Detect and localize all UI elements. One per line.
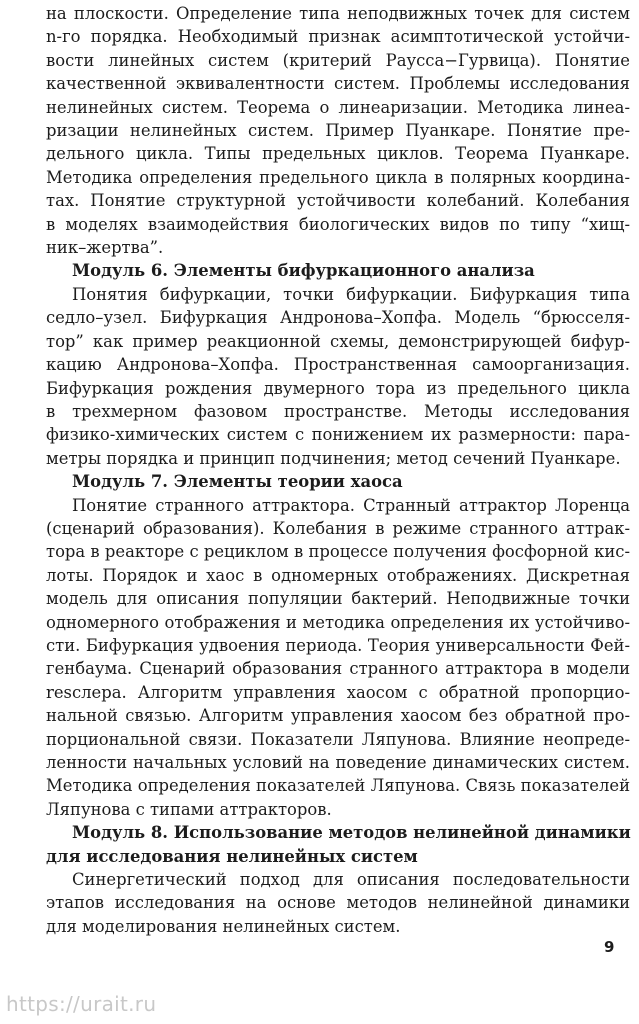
- text-line: сти. Бифуркация удвоения периода. Теория универсальности Фей-: [46, 635, 630, 655]
- text-line: в моделях взаимодействия биологических видов по типу “хищ-: [46, 214, 630, 234]
- text-line: тор” как пример реакционной схемы, демонстрирующей бифур-: [46, 331, 630, 351]
- text-line: дельного цикла. Типы предельных циклов. Теорема Пуанкаре.: [46, 144, 630, 164]
- text-line: седло–узел. Бифуркация Андронова–Хопфа. Модель “брюсселя-: [46, 308, 630, 328]
- text-line: тора в реакторе с рециклом в процессе получения фосфорной кис-: [46, 542, 630, 562]
- text-line: ник–жертва”.: [46, 238, 164, 258]
- section-heading: [46, 470, 630, 493]
- text-line: resслера. Алгоритм управления хаосом с обратной пропорцио-: [46, 682, 630, 702]
- text-line: Понятие странного аттрактора. Странный аттрактор Лоренца: [72, 495, 630, 515]
- text-line: n-го порядка. Необходимый признак асимптотической устойчи-: [46, 27, 630, 47]
- section-heading: [46, 259, 630, 282]
- text-line: лоты. Порядок и хаос в одномерных отображениях. Дискретная: [46, 565, 630, 585]
- text-line: Методика определения предельного цикла в полярных координа-: [46, 167, 630, 187]
- paragraph: [46, 2, 630, 259]
- text-line: нелинейных систем. Теорема о линеаризации. Методика линеа-: [46, 97, 630, 117]
- text-line: Ляпунова с типами аттракторов.: [46, 799, 332, 819]
- text-line: модель для описания популяции бактерий. Неподвижные точки: [46, 589, 630, 609]
- text-line: метры порядка и принцип подчинения; метод сечений Пуанкаре.: [46, 448, 621, 468]
- paragraph: [46, 494, 630, 822]
- text-line: физико-химических систем с понижением их размерности: пара-: [46, 425, 630, 445]
- text-line: Понятия бифуркации, точки бифуркации. Бифуркация типа: [72, 284, 630, 304]
- text-line: тах. Понятие структурной устойчивости колебаний. Колебания: [46, 191, 630, 211]
- text-line: качественной эквивалентности систем. Проблемы исследования: [46, 74, 630, 94]
- paragraph: [46, 868, 630, 938]
- text-line: кацию Андронова–Хопфа. Пространственная самоорганизация.: [46, 355, 630, 375]
- text-line: Бифуркация рождения двумерного тора из предельного цикла: [46, 378, 630, 398]
- text-line: для исследования нелинейных систем: [46, 846, 418, 866]
- text-line: порциональной связи. Показатели Ляпунова. Влияние неопреде-: [46, 729, 630, 749]
- paragraph: [46, 283, 630, 470]
- text-line: Модуль 7. Элементы теории хаоса: [72, 472, 403, 492]
- text-line: для моделирования нелинейных систем.: [46, 916, 401, 936]
- page-body: [46, 2, 630, 938]
- text-line: Модуль 6. Элементы бифуркационного анализа: [72, 261, 535, 281]
- text-line: одномерного отображения и методика определения их устойчиво-: [46, 612, 630, 632]
- text-line: ризации нелинейных систем. Пример Пуанкаре. Понятие пре-: [46, 121, 630, 141]
- text-line: Методика определения показателей Ляпунова. Связь показателей: [46, 776, 630, 796]
- text-line: вости линейных систем (критерий Раусса−Гурвица). Понятие: [46, 50, 630, 70]
- text-line: в трехмерном фазовом пространстве. Методы исследования: [46, 401, 630, 421]
- page-number: 9: [604, 938, 615, 956]
- text-line: генбаума. Сценарий образования странного аттрактора в модели: [46, 659, 630, 679]
- text-line: Модуль 8. Использование методов нелинейной динамики: [72, 823, 631, 843]
- section-heading: [46, 821, 630, 868]
- text-line: этапов исследования на основе методов нелинейной динамики: [46, 893, 630, 913]
- watermark-url: https://urait.ru: [6, 992, 157, 1016]
- text-line: нальной связью. Алгоритм управления хаосом без обратной про-: [46, 706, 630, 726]
- text-line: на плоскости. Определение типа неподвижных точек для систем: [46, 4, 630, 23]
- text-line: ленности начальных условий на поведение динамических систем.: [46, 753, 630, 772]
- text-line: (сценарий образования). Колебания в режиме странного аттрак-: [46, 518, 630, 538]
- text-line: Синергетический подход для описания последовательности: [72, 870, 630, 890]
